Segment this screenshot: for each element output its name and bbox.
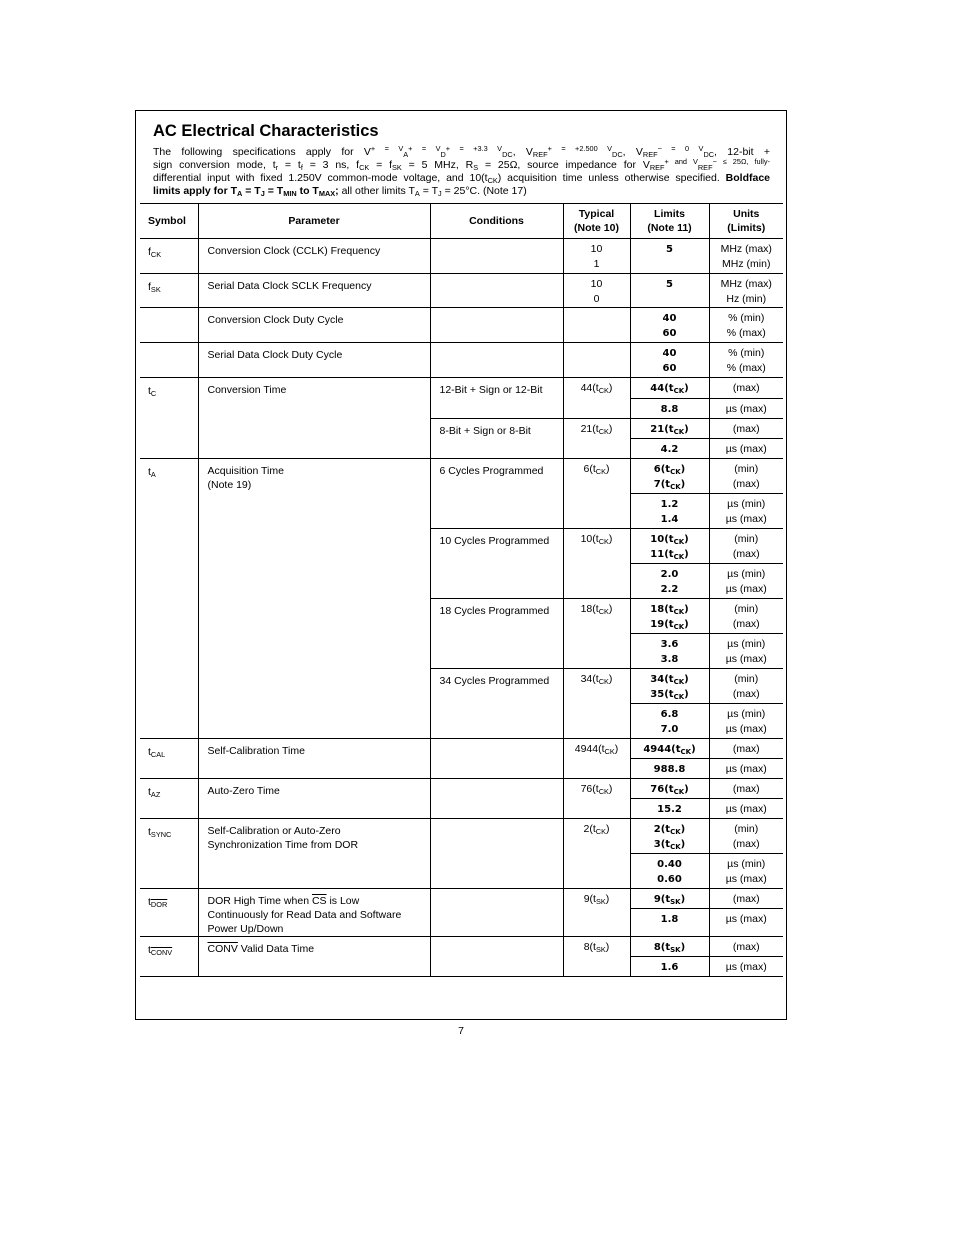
units-cell: (max) xyxy=(709,378,783,399)
table-row xyxy=(140,889,783,909)
intro-line-1: The following specifications apply for $V^{+ = V}_A^{+ = V}_D^{+ = +3.3 V}_{DC}$, $V_{REF}^{+ = +2.500 V}_{DC}$, $V_{REF}^{- = 0 V}_{DC}$, 12-bit + xyxy=(153,144,770,159)
units-cell: (max) xyxy=(709,739,783,759)
limits-cell: $8(t_{SK})$ xyxy=(630,937,709,957)
limits-cell: 5 xyxy=(630,274,709,308)
conditions-cell xyxy=(430,889,563,937)
conditions-cell: 18 Cycles Programmed xyxy=(430,599,563,669)
typical-cell xyxy=(563,308,630,343)
conditions-cell xyxy=(430,779,563,819)
limits-cell: 4.2 xyxy=(630,439,709,459)
limits-cell: 988.8 xyxy=(630,759,709,779)
units-cell: µs (min) µs (max) xyxy=(709,634,783,669)
conditions-cell: 10 Cycles Programmed xyxy=(430,529,563,599)
units-cell: (max) xyxy=(709,779,783,799)
parameter-cell: Serial Data Clock Duty Cycle xyxy=(198,343,430,378)
conditions-cell xyxy=(430,739,563,779)
conditions-cell: 8-Bit + Sign or 8-Bit xyxy=(430,419,563,459)
limits-cell: 0.40 0.60 xyxy=(630,854,709,889)
limits-cell: $44(t_{CK})$ xyxy=(630,378,709,399)
header-symbol: Symbol xyxy=(140,204,198,239)
symbol-cell: $f_{SK}$ xyxy=(140,274,198,308)
table-row xyxy=(140,343,783,378)
units-cell: µs (max) xyxy=(709,957,783,977)
limits-cell: $9(t_{SK})$ xyxy=(630,889,709,909)
limits-cell: 1.6 xyxy=(630,957,709,977)
table-row xyxy=(140,459,783,494)
header-limits: Limits (Note 11) xyxy=(630,204,709,239)
parameter-cell: Auto-Zero Time xyxy=(198,779,430,819)
symbol-cell: $f_{CK}$ xyxy=(140,239,198,274)
parameter-cell: Acquisition Time (Note 19) xyxy=(198,459,430,739)
limits-cell: $21(t_{CK})$ xyxy=(630,419,709,439)
typical-cell: $9(t_{SK})$ xyxy=(563,889,630,937)
parameter-cell: Conversion Clock (CCLK) Frequency xyxy=(198,239,430,274)
parameter-cell: Self-Calibration Time xyxy=(198,739,430,779)
units-cell: (min) (max) xyxy=(709,529,783,564)
units-cell: (min) (max) xyxy=(709,819,783,854)
typical-cell: $76(t_{CK})$ xyxy=(563,779,630,819)
units-cell: µs (max) xyxy=(709,799,783,819)
table-row xyxy=(140,819,783,854)
conditions-cell: 12-Bit + Sign or 12-Bit xyxy=(430,378,563,419)
units-cell: % (min) % (max) xyxy=(709,343,783,378)
section-title: AC Electrical Characteristics xyxy=(153,122,379,140)
units-cell: (min) (max) xyxy=(709,669,783,704)
typical-cell: 10 1 xyxy=(563,239,630,274)
typical-cell: $8(t_{SK})$ xyxy=(563,937,630,977)
units-cell: µs (min) µs (max) xyxy=(709,564,783,599)
units-cell: (max) xyxy=(709,419,783,439)
header-units: Units (Limits) xyxy=(709,204,783,239)
limits-cell: $6(t_{CK})$ $7(t_{CK})$ xyxy=(630,459,709,494)
units-cell: (max) xyxy=(709,937,783,957)
symbol-cell: $t_{CAL}$ xyxy=(140,739,198,779)
conditions-cell xyxy=(430,819,563,889)
symbol-cell: $t_C$ xyxy=(140,378,198,459)
limits-cell: 5 xyxy=(630,239,709,274)
units-cell: µs (max) xyxy=(709,399,783,419)
symbol-cell: $t_{\overline{DOR}}$ xyxy=(140,889,198,937)
header-parameter: Parameter xyxy=(198,204,430,239)
intro-line-4: limits apply for $T_A = T_J = T_{MIN}$ to $T_{MAX}$; all other limits $T_A = T_J = 25^\circ C$. (Note 17) xyxy=(153,185,527,198)
limits-cell: 1.2 1.4 xyxy=(630,494,709,529)
table-row xyxy=(140,937,783,957)
limits-cell: 40 60 xyxy=(630,343,709,378)
limits-cell: 6.8 7.0 xyxy=(630,704,709,739)
conditions-cell xyxy=(430,937,563,977)
units-cell: µs (min) µs (max) xyxy=(709,704,783,739)
table-row xyxy=(140,779,783,799)
typical-cell: 10 0 xyxy=(563,274,630,308)
limits-cell: 8.8 xyxy=(630,399,709,419)
limits-cell: 3.6 3.8 xyxy=(630,634,709,669)
limits-cell: $2(t_{CK})$ $3(t_{CK})$ xyxy=(630,819,709,854)
header-conditions: Conditions xyxy=(430,204,563,239)
symbol-cell: $t_{SYNC}$ xyxy=(140,819,198,889)
units-cell: MHz (max) Hz (min) xyxy=(709,274,783,308)
intro-line-2: sign conversion mode, $t_r = t_f = 3$ ns, $f_{CK} = f_{SK} = 5$ MHz, $R_S = 25\Omega$, source impedance for $V_{REF}^{+ and V}_{REF}^{- \le 25\Omega, fully-}$ xyxy=(153,157,770,172)
header-typical: Typical (Note 10) xyxy=(563,204,630,239)
typical-cell: $10(t_{CK})$ xyxy=(563,529,630,599)
typical-cell: $2(t_{CK})$ xyxy=(563,819,630,889)
conditions-cell xyxy=(430,308,563,343)
limits-cell: 40 60 xyxy=(630,308,709,343)
conditions-cell: 34 Cycles Programmed xyxy=(430,669,563,739)
table-row xyxy=(140,274,783,308)
units-cell: µs (min) µs (max) xyxy=(709,854,783,889)
units-cell: (max) xyxy=(709,889,783,909)
units-cell: µs (max) xyxy=(709,439,783,459)
limits-cell: 1.8 xyxy=(630,909,709,937)
units-cell: % (min) % (max) xyxy=(709,308,783,343)
limits-cell: $10(t_{CK})$ $11(t_{CK})$ xyxy=(630,529,709,564)
units-cell: (min) (max) xyxy=(709,599,783,634)
parameter-cell: Self-Calibration or Auto-Zero Synchronization Time from DOR xyxy=(198,819,430,889)
limits-cell: $4944(t_{CK})$ xyxy=(630,739,709,759)
parameter-cell: CONV Valid Data Time xyxy=(198,937,430,977)
symbol-cell: $t_{AZ}$ xyxy=(140,779,198,819)
typical-cell: $44(t_{CK})$ xyxy=(563,378,630,419)
table-row xyxy=(140,378,783,399)
typical-cell: $4944(t_{CK})$ xyxy=(563,739,630,779)
table-row xyxy=(140,239,783,274)
parameter-cell: Conversion Clock Duty Cycle xyxy=(198,308,430,343)
typical-cell: $6(t_{CK})$ xyxy=(563,459,630,529)
typical-cell: $34(t_{CK})$ xyxy=(563,669,630,739)
limits-cell: 2.0 2.2 xyxy=(630,564,709,599)
units-cell: (min) (max) xyxy=(709,459,783,494)
parameter-cell: Conversion Time xyxy=(198,378,430,459)
conditions-cell xyxy=(430,239,563,274)
units-cell: MHz (max) MHz (min) xyxy=(709,239,783,274)
page-number: 7 xyxy=(458,1025,464,1037)
typical-cell: $21(t_{CK})$ xyxy=(563,419,630,459)
symbol-cell xyxy=(140,308,198,343)
table-row xyxy=(140,739,783,759)
symbol-cell xyxy=(140,343,198,378)
limits-cell: 15.2 xyxy=(630,799,709,819)
parameter-cell: DOR High Time when $\overline{CS}$ is Low Continuously for Read Data and Software Power Up/Down xyxy=(198,889,430,937)
table-row xyxy=(140,308,783,343)
units-cell: µs (max) xyxy=(709,759,783,779)
units-cell: µs (min) µs (max) xyxy=(709,494,783,529)
intro-line-3: differential input with fixed 1.250V common-mode voltage, and $10(t_{CK})$ acquisition time unless otherwise specified. Boldface xyxy=(153,172,770,185)
symbol-cell: $t_A$ xyxy=(140,459,198,739)
conditions-cell xyxy=(430,274,563,308)
limits-cell: $34(t_{CK})$ $35(t_{CK})$ xyxy=(630,669,709,704)
limits-cell: $18(t_{CK})$ $19(t_{CK})$ xyxy=(630,599,709,634)
parameter-cell: Serial Data Clock SCLK Frequency xyxy=(198,274,430,308)
ac-characteristics-table xyxy=(140,203,783,977)
units-cell: µs (max) xyxy=(709,909,783,937)
intro-paragraph xyxy=(153,146,770,198)
conditions-cell xyxy=(430,343,563,378)
typical-cell xyxy=(563,343,630,378)
conditions-cell: 6 Cycles Programmed xyxy=(430,459,563,529)
typical-cell: $18(t_{CK})$ xyxy=(563,599,630,669)
symbol-cell: $t_{CONV}$ xyxy=(140,937,198,977)
limits-cell: $76(t_{CK})$ xyxy=(630,779,709,799)
table-header-row xyxy=(140,204,783,239)
